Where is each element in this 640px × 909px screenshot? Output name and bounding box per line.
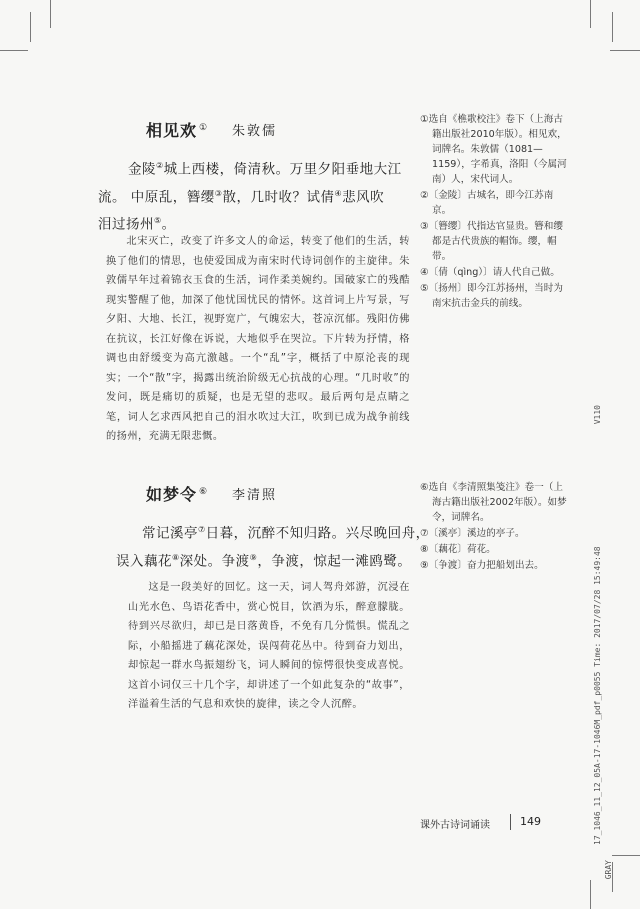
poem-2-commentary-paragraph: 这是一段美好的回忆。这一天，词人驾舟郊游，沉浸在山光水色、鸟语花香中，赏心悦目，饮酒为乐，醉意朦胧。待到兴尽欲归，却已是日落黄昏，不免有几分慌惧。慌乱之际，小船摇进了藕花深处，误闯荷花丛中。待到奋力划出，却惊起一群水鸟振翅纷飞，词人瞬间的惊愕很快变成喜悦。这首小词仅三十几个字，却讲述了一个如此复杂的“故事”，洋溢着生活的气息和欢快的旋律，读之令人沉醉。	[128, 582, 410, 710]
margin-code: V110	[593, 405, 602, 425]
note-9: ⑨〔争渡〕奋力把船划出去。	[420, 560, 544, 571]
note-2: ②〔金陵〕古城名，即今江苏南京。	[420, 190, 554, 216]
crop-mark-top-left-v	[50, 0, 51, 28]
poem-2-line: 误入藕花⑧深处。争渡⑨，争渡，惊起一滩鸥鹭。	[116, 552, 412, 569]
print-info: 17_1046_11_12_05A-17-1046M_pdf_p0055 Time: 2017/07/28 15:49:48	[593, 546, 602, 845]
crop-mark-top-left-v2	[30, 12, 31, 42]
poem-2-commentary	[128, 578, 410, 715]
poem-1-title	[146, 118, 208, 141]
note-8: ⑧〔藕花〕荷花。	[420, 544, 496, 555]
poem-1-line: 泪过扬州⑤。	[98, 216, 176, 233]
crop-mark-top-left-h	[0, 50, 28, 51]
poem-1-line: 流。 中原乱，簪缨③散，几时收？试倩④悲风吹	[98, 188, 385, 205]
poem-1-notes	[420, 112, 570, 312]
poem-2-body	[116, 518, 432, 573]
crop-mark-top-right-v2	[612, 12, 613, 42]
note-4: ④〔倩（qìng）〕请人代自己做。	[420, 267, 560, 278]
crop-mark-bottom-right-v	[590, 880, 591, 909]
note-5: ⑤〔扬州〕即今江苏扬州，当时为南宋抗击金兵的前线。	[420, 283, 563, 309]
footer-separator	[510, 814, 511, 830]
crop-mark-top-right-h	[610, 50, 640, 51]
poem-1-commentary-paragraph: 北宋灭亡，改变了许多文人的命运，转变了他们的生活，转换了他们的情思，也使爱国成为南宋时代诗词创作的主旋律。朱敦儒早年过着锦衣玉食的生活，词作柔美婉约。国破家亡的残酷现实警醒了他，加深了他忧国忧民的情怀。这首词上片写景，写夕阳、大地、长江，视野宽广，气魄宏大，苍凉沉郁。残阳仿佛在抗议，长江好像在诉说，大地似乎在哭泣。下片转为抒情，格调也由舒缓变为高亢激越。一个“乱”字，概括了中原沦丧的现实；一个“散”字，揭露出统治阶级无心抗战的心理。“几时收”的发问，既是痛切的质疑，也是无望的悲叹。最后两句是点睛之笔，词人乞求西风把自己的泪水吹过大江，吹到已成为战争前线的扬州，充满无限悲慨。	[106, 236, 410, 442]
poem-1-line: 金陵②城上西楼，倚清秋。万里夕阳垂地大江	[128, 161, 402, 178]
poem-1-title-text: 相见欢	[146, 121, 198, 140]
note-6: ⑥选自《李清照集笺注》卷一（上海古籍出版社2002年版）。如梦令，词牌名。	[420, 482, 567, 523]
poem-2-author: 李清照	[232, 488, 278, 503]
poem-2-title	[146, 482, 208, 505]
poem-2-title-text: 如梦令	[146, 485, 198, 504]
poem-2-title-note-mark: ⑥	[199, 486, 209, 497]
note-1: ①选自《樵歌校注》卷下（上海古籍出版社2010年版）。相见欢，词牌名。朱敦儒（1081—1159），字希真，洛阳（今属河南）人，宋代词人。	[420, 114, 567, 185]
print-gray-label: GRAY	[604, 860, 613, 880]
poem-1-body	[98, 154, 418, 237]
page-number: 149	[520, 815, 541, 828]
poem-2-notes	[420, 480, 570, 574]
poem-1-title-note-mark: ①	[199, 122, 209, 133]
note-7: ⑦〔溪亭〕溪边的亭子。	[420, 528, 525, 539]
footer-section-label: 课外古诗词诵读	[420, 820, 490, 831]
poem-1-commentary	[106, 232, 410, 447]
crop-mark-top-right-v	[590, 0, 591, 28]
poem-1-author: 朱敦儒	[232, 124, 278, 139]
crop-mark-bottom-right-h	[612, 855, 640, 856]
poem-2-line: 常记溪亭⑦日暮，沉醉不知归路。兴尽晚回舟，	[142, 525, 430, 542]
note-3: ③〔簪缨〕代指达官显贵。簪和缨都是古代贵族的帽饰。缨，帽带。	[420, 221, 563, 262]
